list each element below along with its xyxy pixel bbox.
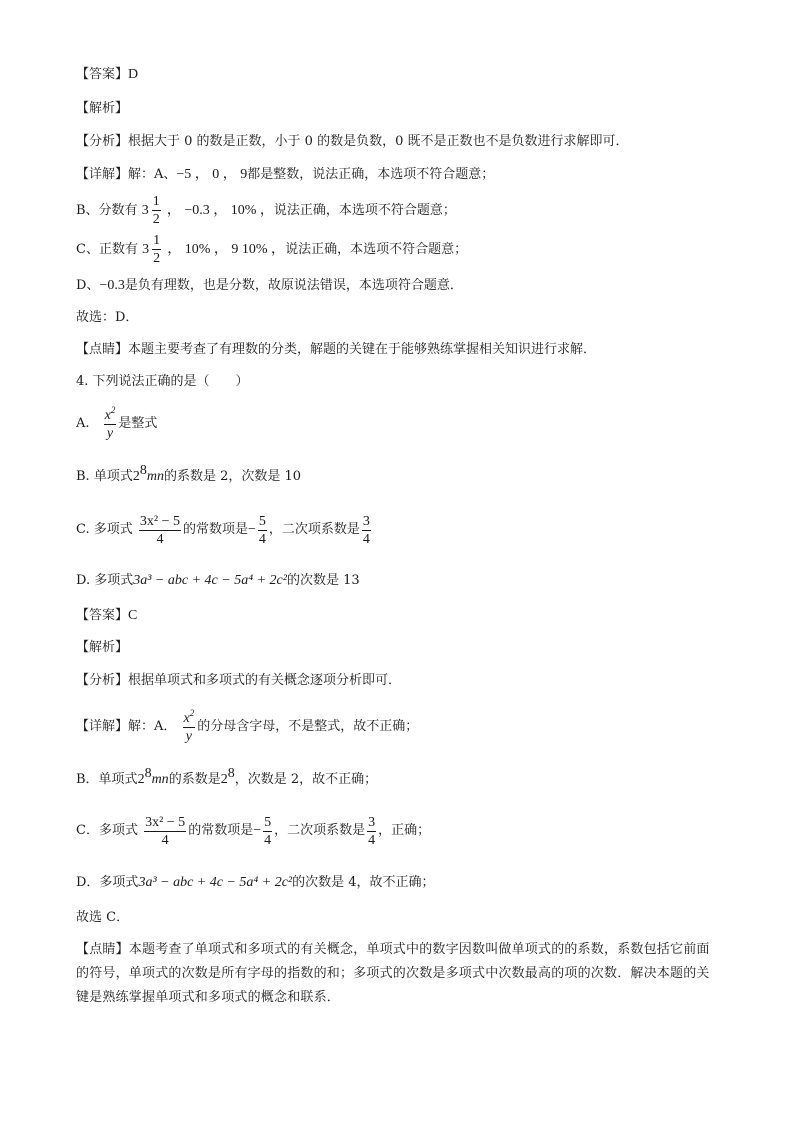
q4-option-a: A. $\frac{x^2}{y}$ 是整式 <box>76 404 158 441</box>
fraction: $\frac{x^2}{y}$ <box>104 404 116 441</box>
q4-guxuan: 故选 C． <box>76 910 130 925</box>
q4-option-d: D. 多项式3a³ − abc + 4c − 5a⁴ + 2c²的次数是 13 <box>76 573 360 588</box>
q4-solution-c: C．多项式 $\frac{\text{3x² − 5}}{4}$ 的常数项是− $\frac{5}{4}$ ，二次项系数是 $\frac{3}{4}$ ，正确； <box>76 814 431 848</box>
q4-analysis-heading: 【解析】 <box>76 640 129 655</box>
q4-solution-a: 【详解】解：A． $\frac{x^2}{y}$ 的分母含字母，不是整式，故不正确； <box>76 707 419 744</box>
q4-option-c: C. 多项式 $\frac{\text{3x² − 5}}{4}$ 的常数项是− $\frac{5}{4}$ ，二次项系数是 $\frac{3}{4}$ <box>76 513 370 547</box>
q3-option-b: B、分数有 3 $\frac{1}{2}$ ， −0.3 ， 10% ，说法正确，本选项不符合题意； <box>76 194 456 227</box>
q3-dianjing: 【点睛】本题主要考查了有理数的分类，解题的关键在于能够熟练掌握相关知识进行求解． <box>76 342 597 357</box>
q3-option-c: C、正数有 3 $\frac{1}{2}$ ， 10% ， 9 10% ，说法正确，本选项不符合题意； <box>76 233 468 266</box>
q3-fenxi: 【分析】根据大于 0 的数是正数，小于 0 的数是负数，0 既不是正数也不是负数进行求解即可． <box>76 134 629 149</box>
q4-dianjing: 【点睛】本题考查了单项式和多项式的有关概念，单项式中的数字因数叫做单项式的的系数，系数包括它前面的符号，单项式的次数是所有字母的指数的和；多项式的次数是多项式中次数最高的项的次数．解决本题的关键是熟练掌握单项式和多项式的概念和联系． <box>76 942 710 1005</box>
q4-fenxi: 【分析】根据单项式和多项式的有关概念逐项分析即可． <box>76 673 402 688</box>
mixed-number: 3 $\frac{1}{2}$ <box>142 233 161 266</box>
q4-option-b: B. 单项式$2^8mn$的系数是 2，次数是 10 <box>76 463 302 484</box>
q4-solution-b: B．单项式$2^8mn$的系数是$2^8$，次数是 2，故不正确； <box>76 766 378 787</box>
answer-tag: 【答案】 <box>76 67 129 82</box>
q3-analysis-heading: 【解析】 <box>76 101 129 116</box>
mixed-number: 3 $\frac{1}{2}$ <box>141 194 160 227</box>
q4-solution-d: D．多项式3a³ − abc + 4c − 5a⁴ + 2c²的次数是 4，故不正确； <box>76 875 435 890</box>
answer-value: D <box>128 67 139 82</box>
q4-answer-line: 【答案】C <box>76 608 138 623</box>
q3-guxuan: 故选：D． <box>76 310 139 325</box>
q3-answer-line <box>76 66 138 84</box>
q3-xiangjie: 【详解】解：A、−5 ， 0 ， 9都是整数，说法正确，本选项不符合题意； <box>76 167 495 182</box>
q4-stem: 4. 下列说法正确的是（ ） <box>76 374 249 389</box>
q3-option-d: D、−0.3是负有理数，也是分数，故原说法错误，本选项符合题意． <box>76 278 463 293</box>
